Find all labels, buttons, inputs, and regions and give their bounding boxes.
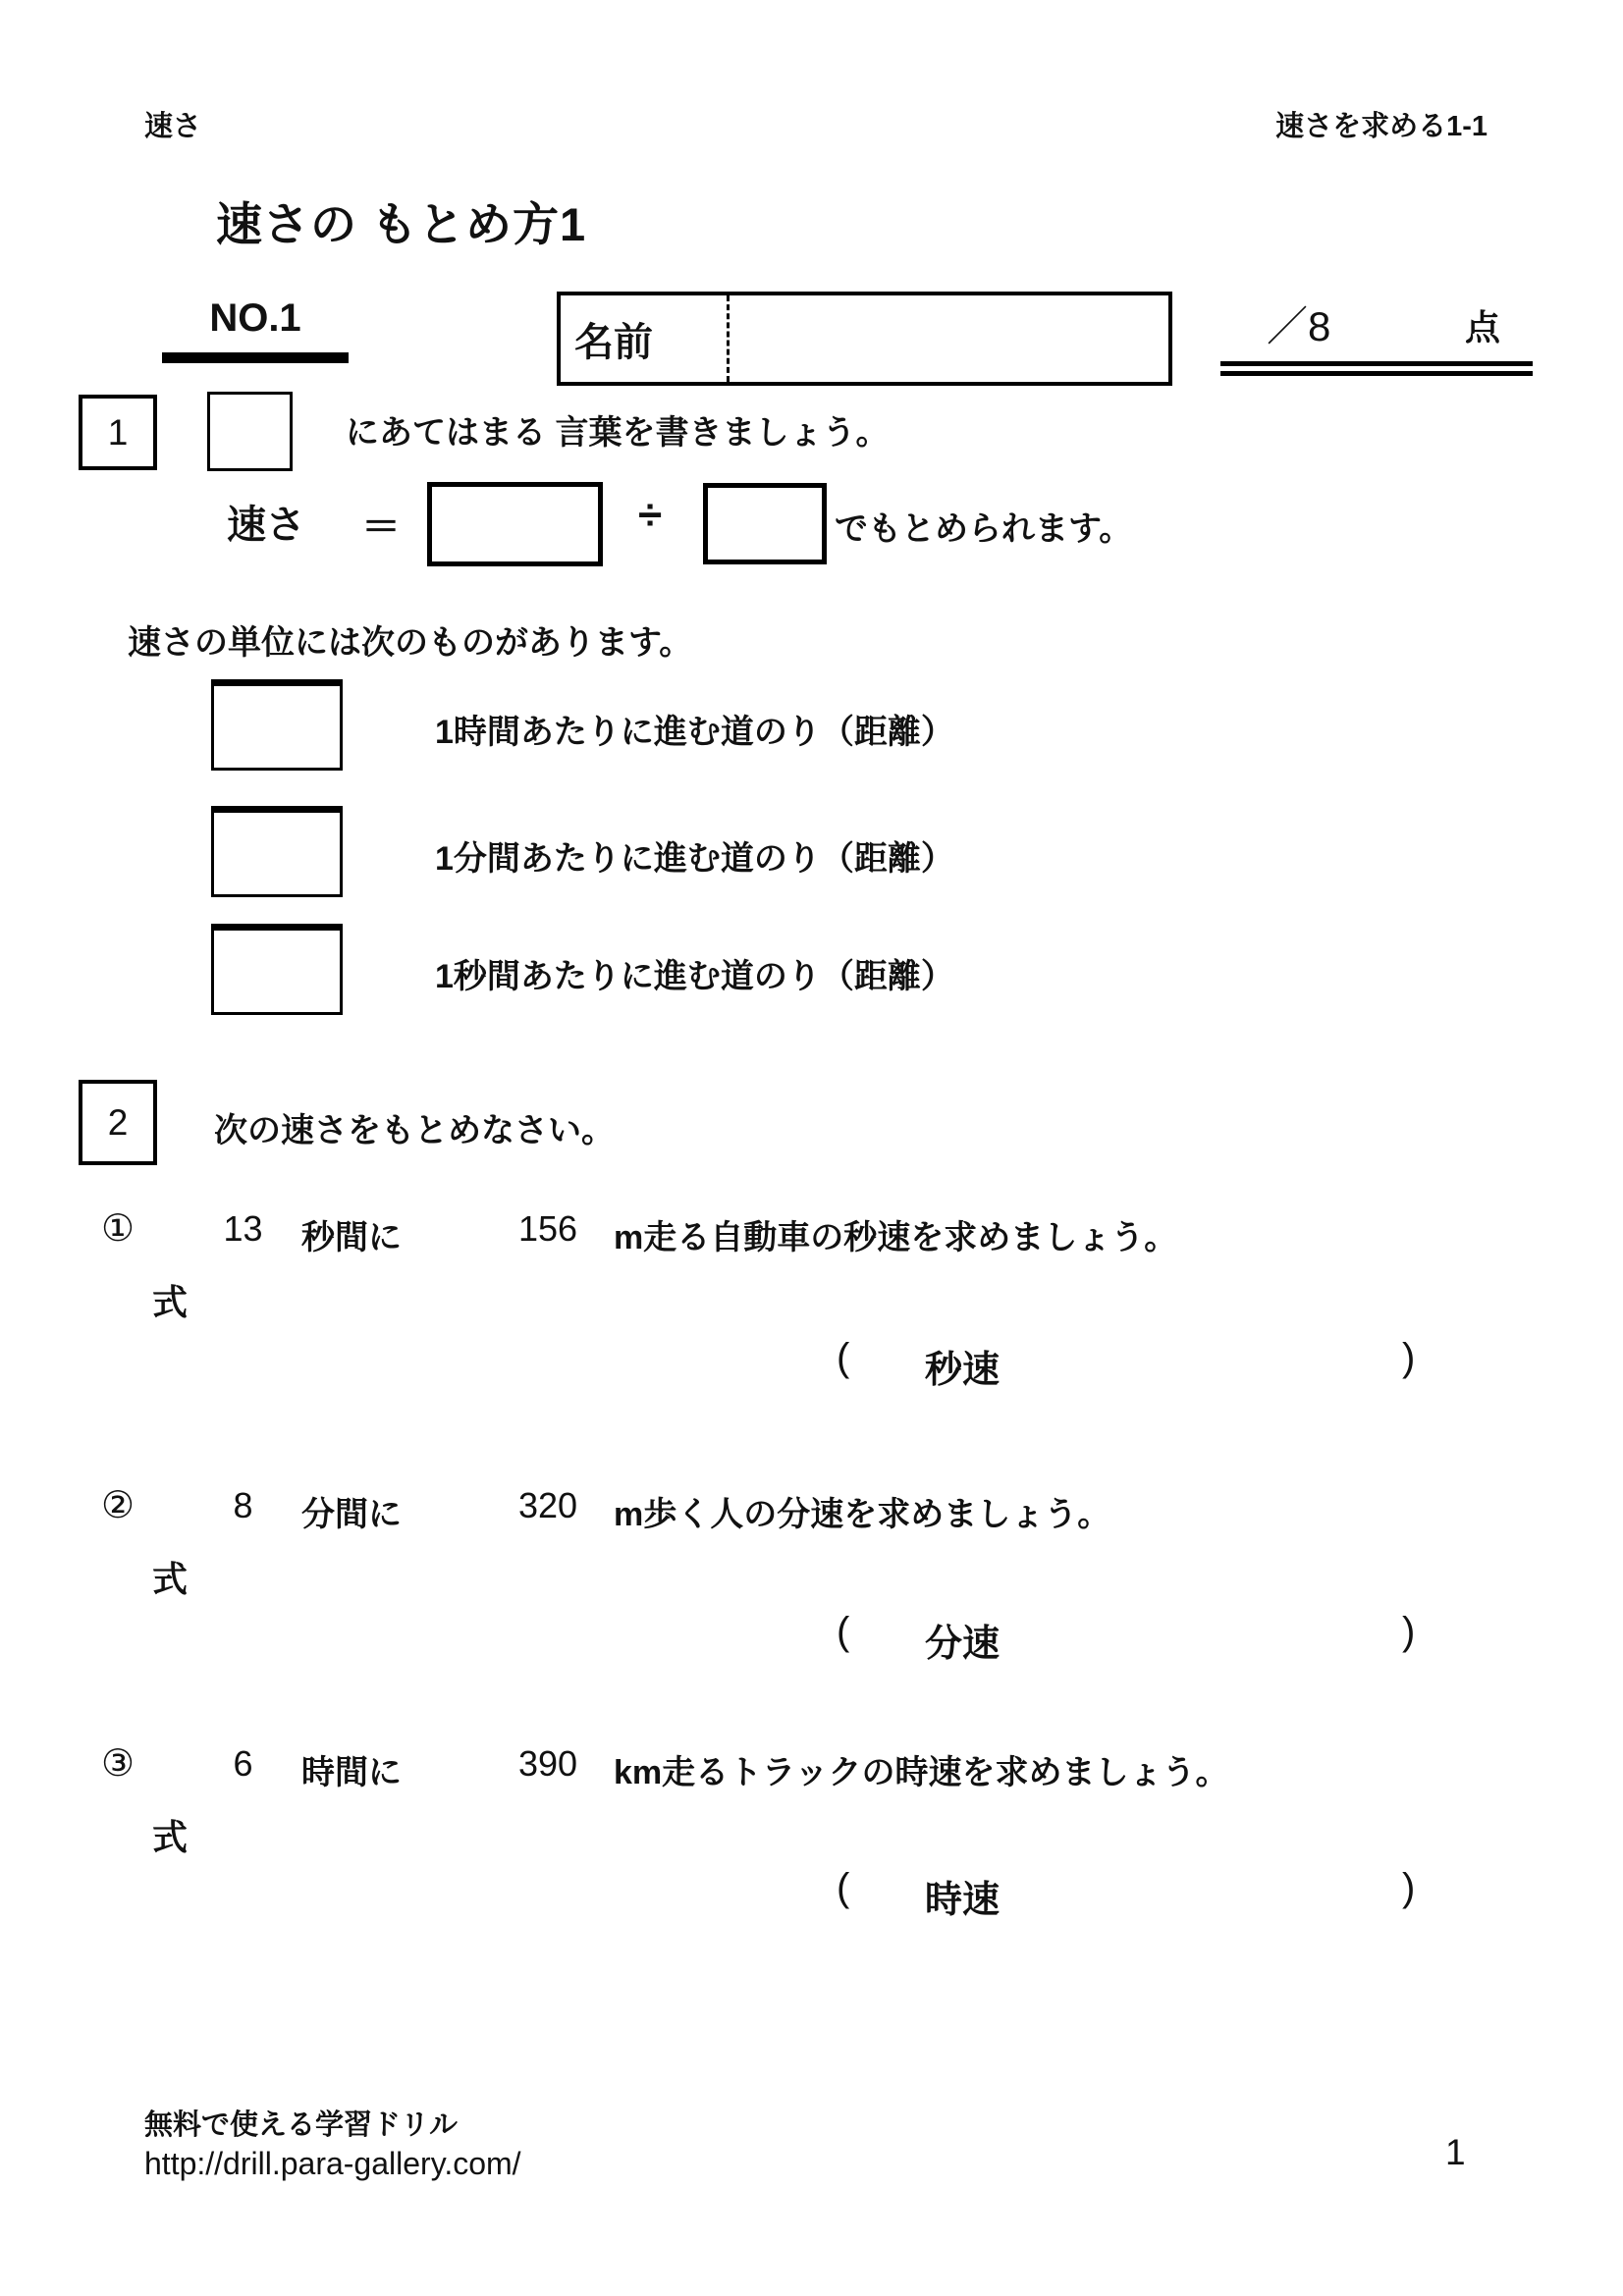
equation-blank-box-1[interactable] (427, 482, 603, 566)
problem2-formula-label: 式 (152, 1559, 189, 1599)
problem1-distance-value: 156 (517, 1208, 578, 1249)
worksheet-title: 速さの もとめ方1 (216, 198, 587, 250)
name-input-area[interactable] (730, 295, 1168, 382)
equals-sign: ＝ (361, 506, 401, 549)
problem1-answer-unit-label: 秒速 (925, 1350, 1001, 1391)
problem3-answer-paren-close: ) (1402, 1866, 1416, 1909)
divide-sign: ÷ (638, 491, 663, 539)
problem3-answer-paren-open: ( (837, 1866, 850, 1909)
problem2-time-value: 8 (233, 1485, 253, 1525)
problem2-question: m歩く人の分速を求めましょう。 (614, 1496, 1111, 1533)
footer-site-name: 無料で使える学習ドリル (144, 2109, 459, 2141)
unit-answer-box-second[interactable] (211, 924, 343, 1015)
equation-lhs-label: 速さ (227, 504, 305, 547)
units-intro-text: 速さの単位には次のものがあります。 (128, 624, 693, 662)
unit-description-hour: 1時間あたりに進む道のり（距離） (435, 714, 954, 751)
problem3-marker: ③ (101, 1743, 135, 1785)
score-unit-label: 点 (1465, 307, 1501, 347)
section2-number: 2 (107, 1101, 129, 1143)
problem3-time-unit: 時間に (301, 1754, 402, 1791)
name-label: 名前 (561, 295, 730, 382)
equation-suffix-text: でもとめられます。 (835, 510, 1133, 548)
problem1-answer-paren-close: ) (1402, 1336, 1416, 1379)
score-fraction: ／8 (1267, 303, 1331, 349)
section1-number-box (79, 395, 157, 470)
problem1-marker: ① (101, 1208, 135, 1250)
unit-answer-box-hour[interactable] (211, 679, 343, 771)
problem3-question: km走るトラックの時速を求めましょう。 (614, 1754, 1229, 1791)
problem1-time-value: 13 (223, 1208, 263, 1249)
problem1-question: m走る自動車の秒速を求めましょう。 (614, 1219, 1178, 1256)
section2-number-box (79, 1080, 157, 1165)
sheet-number: NO.1 (209, 296, 301, 340)
problem1-formula-label: 式 (152, 1282, 189, 1322)
unit-description-minute: 1分間あたりに進む道のり（距離） (435, 840, 954, 878)
problem2-answer-unit-label: 分速 (925, 1624, 1001, 1665)
problem2-time-unit: 分間に (301, 1496, 402, 1533)
problem3-time-value: 6 (233, 1743, 253, 1784)
problem1-answer-paren-open: ( (837, 1336, 850, 1379)
unit-answer-box-minute[interactable] (211, 806, 343, 897)
section1-number: 1 (107, 411, 129, 453)
equation-blank-box-2[interactable] (703, 483, 827, 564)
problem2-distance-value: 320 (517, 1485, 578, 1525)
problem3-answer-unit-label: 時速 (925, 1880, 1001, 1921)
footer-site-url: http://drill.para-gallery.com/ (144, 2146, 521, 2181)
problem3-formula-label: 式 (152, 1817, 189, 1857)
header-topic-label: 速さを求める1-1 (1275, 111, 1488, 142)
problem2-answer-paren-open: ( (837, 1610, 850, 1653)
problem2-answer-paren-close: ) (1402, 1610, 1416, 1653)
name-box (557, 292, 1172, 386)
section1-blank-box[interactable] (207, 392, 293, 471)
problem1-time-unit: 秒間に (301, 1219, 402, 1256)
problem2-marker: ② (101, 1485, 135, 1526)
page-number: 1 (1445, 2132, 1466, 2172)
section1-instruction: にあてはまる 言葉を書きましょう。 (346, 414, 890, 452)
score-double-underline (1220, 361, 1533, 376)
unit-description-second: 1秒間あたりに進む道のり（距離） (435, 958, 954, 995)
section2-instruction: 次の速さをもとめなさい。 (214, 1112, 615, 1149)
sheet-number-underline (162, 352, 349, 363)
header-category-label: 速さ (144, 111, 202, 142)
problem3-distance-value: 390 (517, 1743, 578, 1784)
